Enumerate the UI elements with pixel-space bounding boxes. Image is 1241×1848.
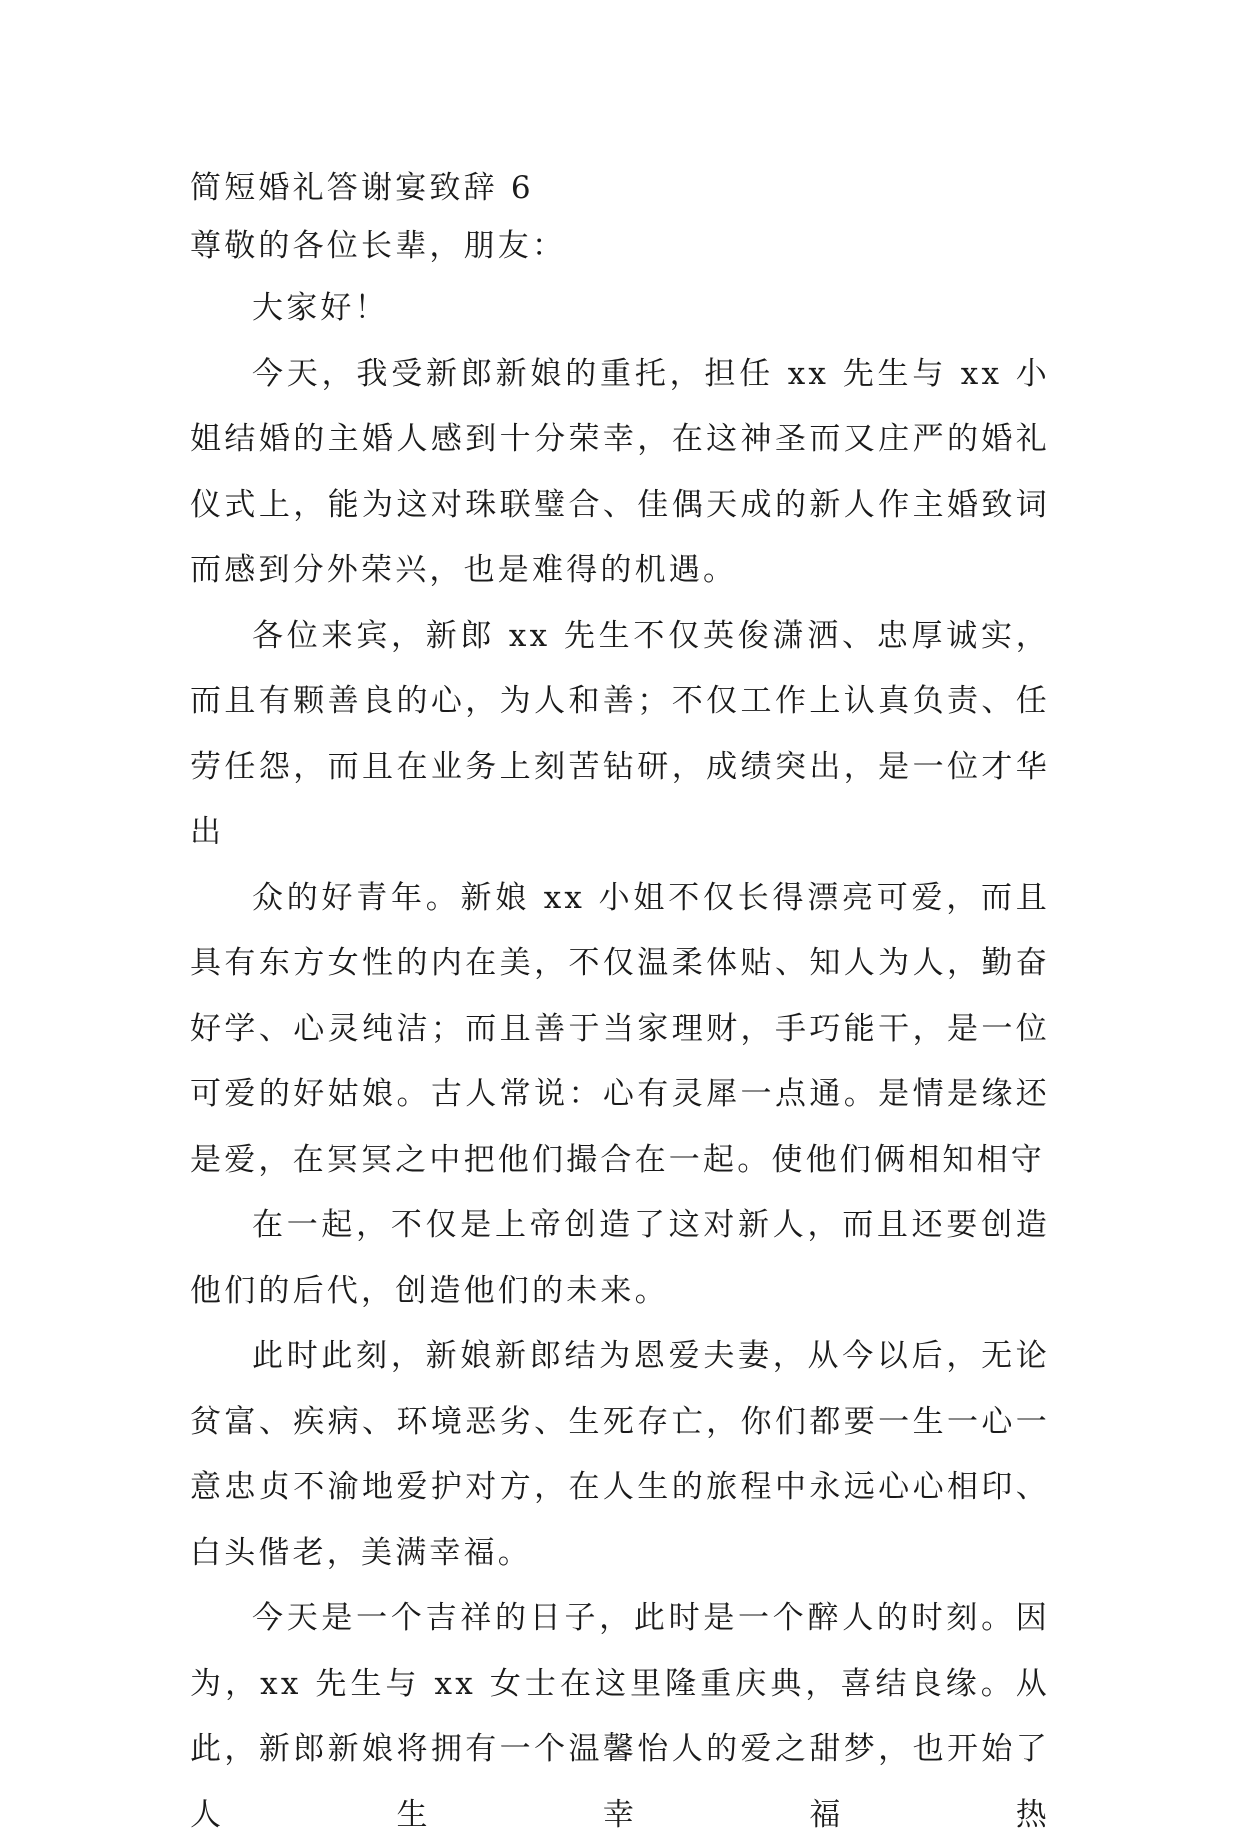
paragraph-groom: 各位来宾，新郎 xx 先生不仅英俊潇洒、忠厚诚实，而且有颗善良的心，为人和善；不仅工作上认真负责、任劳任怨，而且在业务上刻苦钻研，成绩突出，是一位才华出 — [190, 617, 1050, 850]
paragraph-bride: 众的好青年。新娘 xx 小姐不仅长得漂亮可爱，而且具有东方女性的内在美，不仅温柔体贴、知人为人，勤奋好学、心灵纯洁；而且善于当家理财，手巧能干，是一位可爱的好姑娘。古人常说：心有灵犀一点通。是情是缘还是爱，在冥冥之中把他们撮合在一起。使他们俩相知相守 — [190, 879, 1050, 1178]
salutation: 尊敬的各位长辈，朋友： — [190, 228, 567, 264]
document-body — [190, 160, 1050, 1848]
document-title: 简短婚礼答谢宴致辞 6 — [190, 170, 534, 206]
paragraph-future: 在一起，不仅是上帝创造了这对新人，而且还要创造他们的后代，创造他们的未来。 — [190, 1207, 1050, 1309]
paragraph-greeting: 大家好！ — [252, 290, 389, 326]
paragraph-opening: 今天，我受新郎新娘的重托，担任 xx 先生与 xx 小姐结婚的主婚人感到十分荣幸，在这神圣而又庄严的婚礼仪式上，能为这对珠联璧合、佳偶天成的新人作主婚致词而感到分外荣兴，也是难得的机遇。 — [190, 355, 1050, 588]
paragraph-vows: 此时此刻，新娘新郎结为恩爱夫妻，从今以后，无论贫富、疾病、环境恶劣、生死存亡，你们都要一生一心一意忠贞不渝地爱护对方，在人生的旅程中永远心心相印、白头偕老，美满幸福。 — [190, 1338, 1050, 1571]
paragraph-celebration: 今天是一个吉祥的日子，此时是一个醉人的时刻。因为，xx 先生与 xx 女士在这里隆重庆典，喜结良缘。从此，新郎新娘将拥有一个温馨怡人的爱之甜梦，也开始了人生幸福热 — [190, 1600, 1050, 1833]
